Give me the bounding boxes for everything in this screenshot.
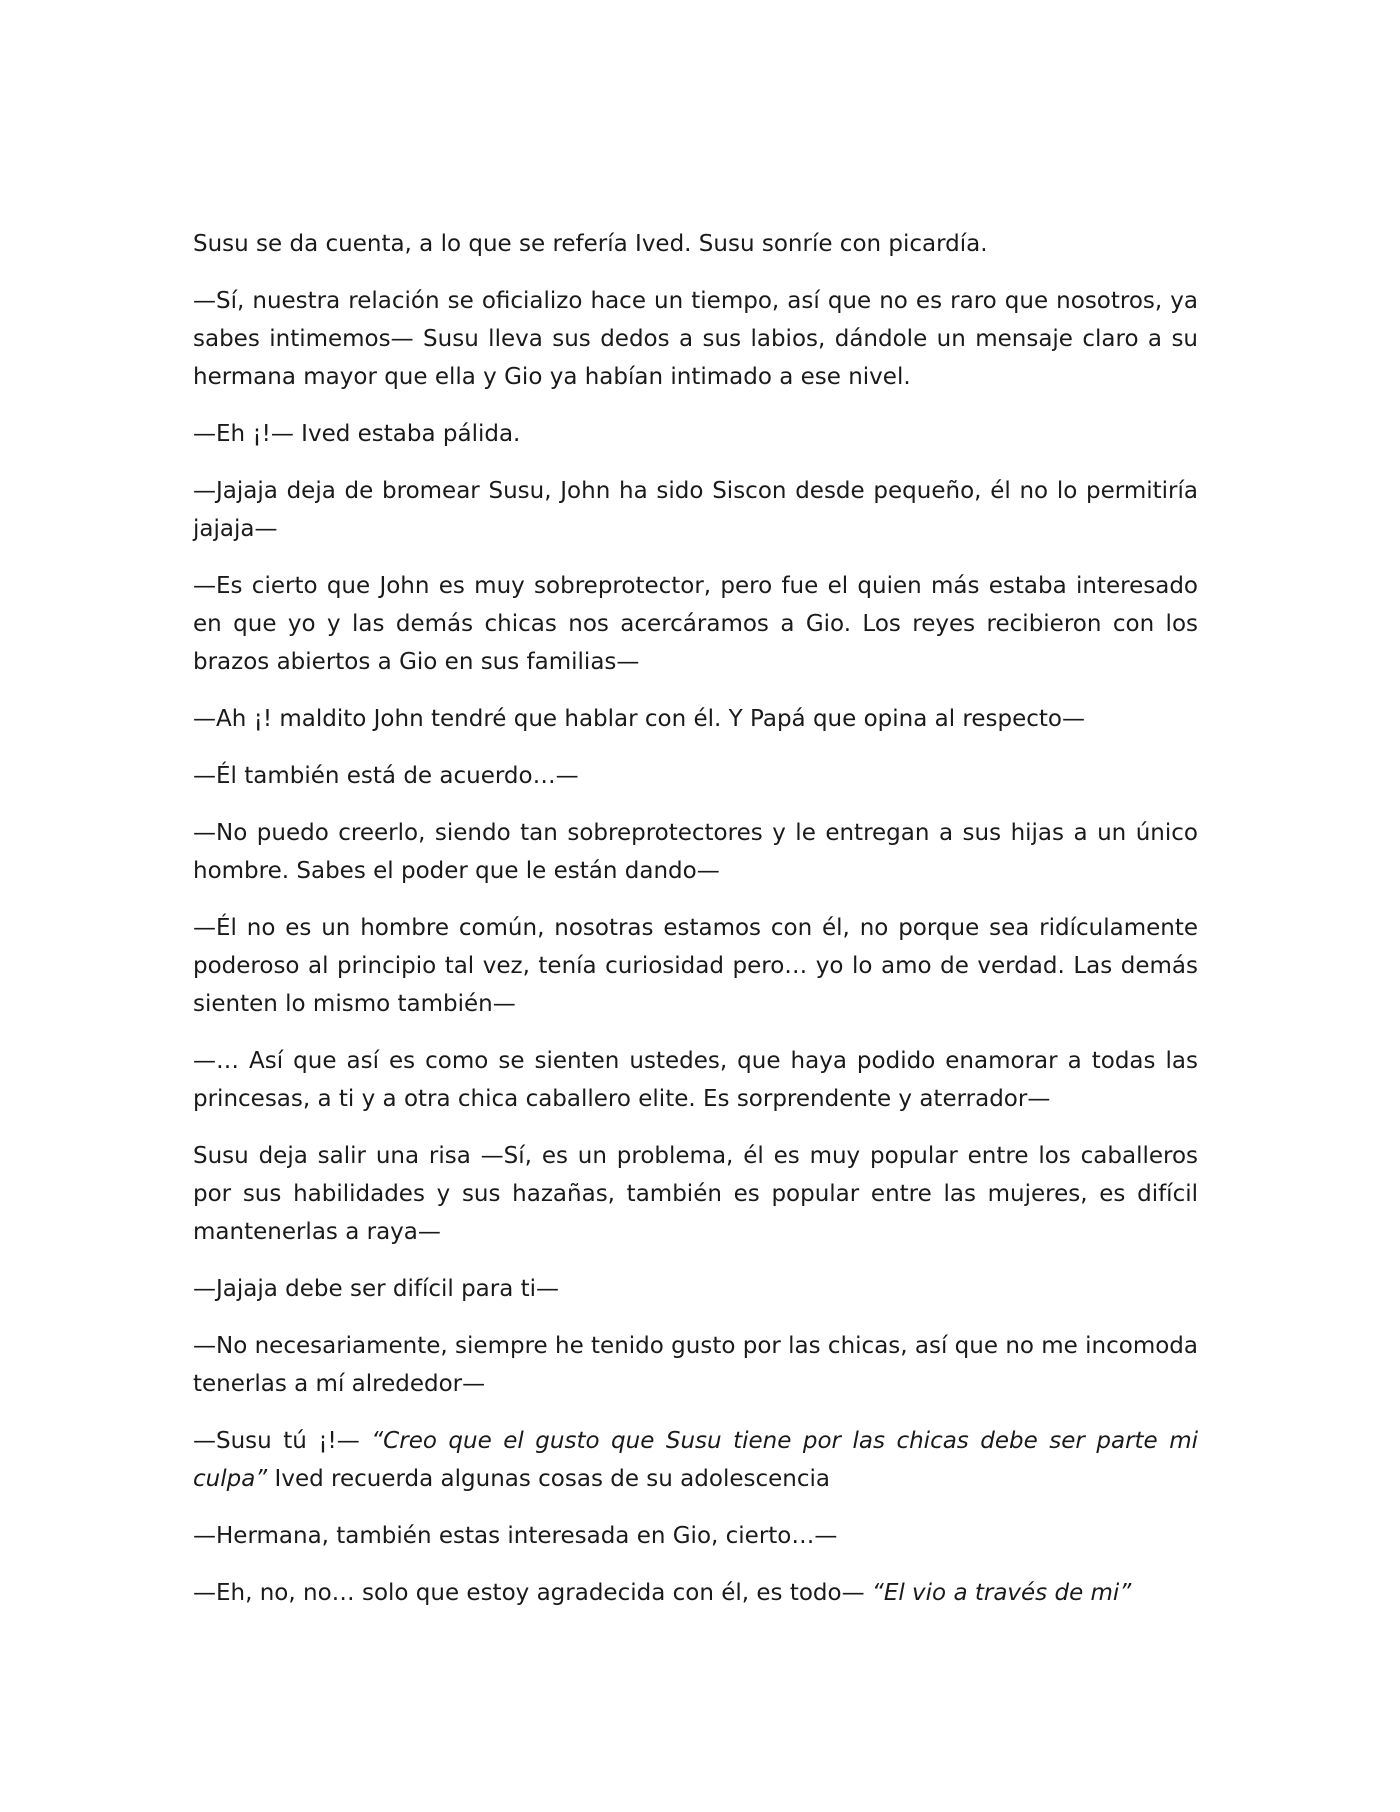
italic-thought-text: “Creo que el gusto que Susu tiene por las chicas debe ser parte mi culpa” (193, 1428, 1198, 1492)
paragraph-text: —Ah ¡! maldito John tendré que hablar con él. Y Papá que opina al respecto— (193, 706, 1086, 732)
paragraph-text: Susu se da cuenta, a lo que se refería Ived. Susu sonríe con picardía. (193, 231, 988, 257)
paragraph (193, 1517, 1198, 1555)
paragraph-text: —Él no es un hombre común, nosotras estamos con él, no porque sea ridículamente poderoso al principio tal vez, tenía curiosidad pero… yo lo amo de verdad. Las demás sienten lo mismo también— (193, 915, 1198, 1017)
paragraph (193, 1270, 1198, 1308)
paragraph-text: —No necesariamente, siempre he tenido gusto por las chicas, así que no me incomoda tenerlas a mí alrededor— (193, 1333, 1198, 1397)
paragraph-text: —… Así que así es como se sienten ustedes, que haya podido enamorar a todas las princesas, a ti y a otra chica caballero elite. Es sorprendente y aterrador— (193, 1048, 1198, 1112)
paragraph (193, 1327, 1198, 1403)
document-body (193, 225, 1198, 1631)
paragraph (193, 700, 1198, 738)
paragraph (193, 415, 1198, 453)
paragraph-text: —No puedo creerlo, siendo tan sobreprotectores y le entregan a sus hijas a un único hombre. Sabes el poder que le están dando— (193, 820, 1198, 884)
paragraph-text: Susu deja salir una risa —Sí, es un problema, él es muy popular entre los caballeros por sus habilidades y sus hazañas, también es popular entre las mujeres, es difícil mantenerlas a raya— (193, 1143, 1198, 1245)
paragraph (193, 282, 1198, 396)
paragraph-text: —Jajaja debe ser difícil para ti— (193, 1276, 560, 1302)
paragraph-text: —Eh ¡!— Ived estaba pálida. (193, 421, 521, 447)
paragraph-text: —Susu tú ¡!— (193, 1428, 372, 1454)
paragraph-text: —Hermana, también estas interesada en Gio, cierto…— (193, 1523, 838, 1549)
paragraph (193, 757, 1198, 795)
paragraph (193, 1574, 1198, 1612)
paragraph (193, 814, 1198, 890)
paragraph (193, 1042, 1198, 1118)
paragraph-text: —Él también está de acuerdo…— (193, 763, 579, 789)
paragraph (193, 1422, 1198, 1498)
paragraph (193, 472, 1198, 548)
paragraph-text: —Eh, no, no… solo que estoy agradecida con él, es todo— (193, 1580, 872, 1606)
paragraph (193, 1137, 1198, 1251)
paragraph-text: —Jajaja deja de bromear Susu, John ha sido Siscon desde pequeño, él no lo permitiría jajaja— (193, 478, 1198, 542)
paragraph (193, 909, 1198, 1023)
paragraph (193, 567, 1198, 681)
italic-thought-text: “El vio a través de mi” (871, 1580, 1132, 1606)
paragraph-text: Ived recuerda algunas cosas de su adolescencia (267, 1466, 830, 1492)
paragraph-text: —Es cierto que John es muy sobreprotector, pero fue el quien más estaba interesado en que yo y las demás chicas nos acercáramos a Gio. Los reyes recibieron con los brazos abiertos a Gio en sus familias— (193, 573, 1198, 675)
paragraph (193, 225, 1198, 263)
paragraph-text: —Sí, nuestra relación se oficializo hace un tiempo, así que no es raro que nosotros, ya sabes intimemos— Susu lleva sus dedos a sus labios, dándole un mensaje claro a su hermana mayor que ella y Gio ya habían intimado a ese nivel. (193, 288, 1198, 390)
